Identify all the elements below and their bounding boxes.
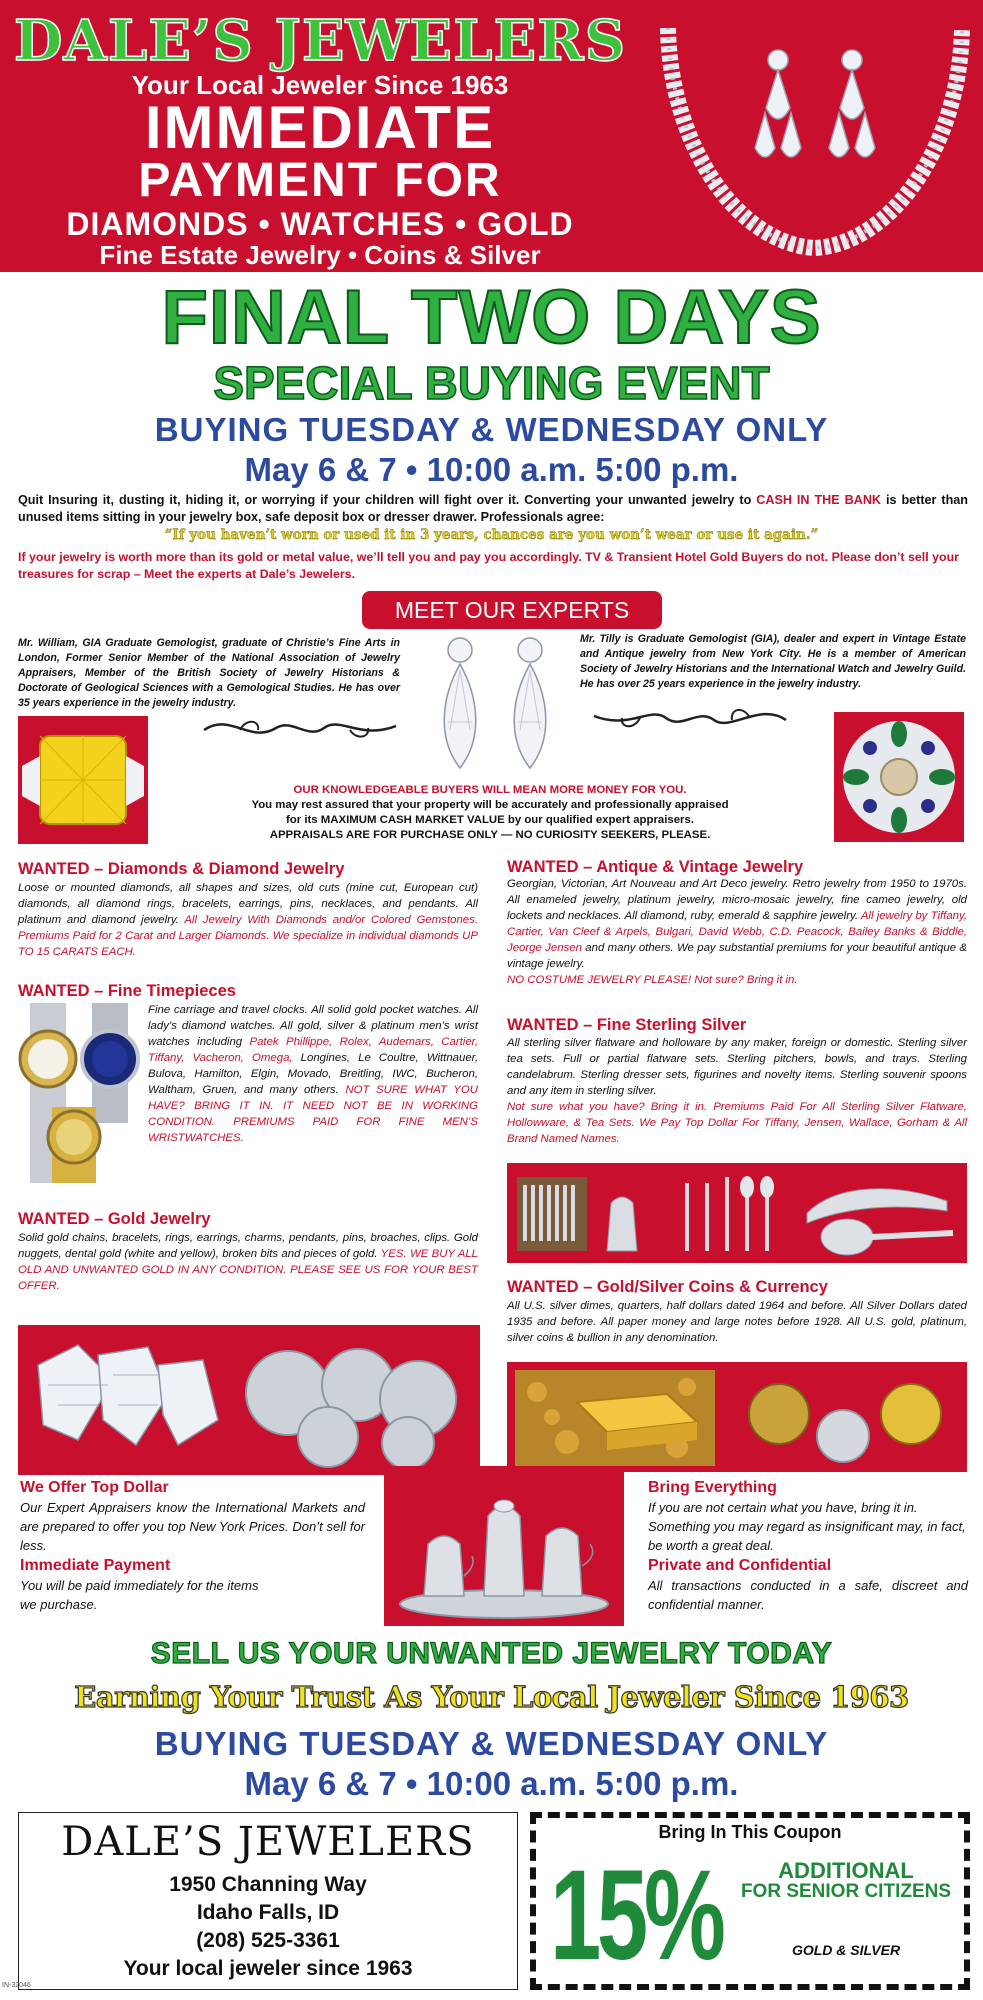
buyers-note-line-3: for its MAXIMUM CASH MARKET VALUE by our qualified expert appraisers.	[285, 814, 694, 826]
expert-bio-right: Mr. Tilly is Graduate Gemologist (GIA), dealer and expert in Vintage Estate and Antique jewelry from New York City. He is a member of American Society of Jewelry Historians and the International Watch and Jewelry Guild. He has over 25 years experience in the jewelry industry.	[580, 633, 966, 690]
event-date: May 6 & 7 • 10:00 a.m. 5:00 p.m.	[244, 451, 739, 488]
sterling-silverware-image	[507, 1163, 967, 1263]
intro-paragraph	[18, 492, 968, 526]
diamond-earrings-image	[420, 630, 570, 780]
wanted-antique-highlight: All jewelry by Tiffany, Cartier, Van Cleef & Arpels, Bulgari, David Webb, C.D. Peacock, Bailey Banks & Biddle, Jeorge Jensen	[507, 910, 968, 954]
closing-sell-us: SELL US YOUR UNWANTED JEWELRY TODAY	[150, 1637, 833, 1670]
wanted-sterling-highlight: Not sure what you have? Bring it in. Premiums Paid For All Sterling Silver Flatware, Hollowware, & Tea Sets. We Pay Top Dollar For Tiffany, Jensen, Wallace, Gorham & All Brand Named Names.	[507, 1101, 967, 1145]
senior-coupon	[530, 1812, 970, 1990]
closing-days: BUYING TUESDAY & WEDNESDAY ONLY	[154, 1725, 829, 1762]
wanted-antique-text-b: and many others. We pay substantial premiums for your beautiful antique & vintage jewelry.	[507, 942, 968, 970]
silver-tea-set-image	[384, 1466, 624, 1626]
store-name: DALE’S JEWELERS	[61, 1819, 475, 1865]
luxury-watches-image	[18, 1003, 144, 1183]
wanted-timepieces-text-b: Longines, Le Coultre, Wittnauer, Bulova, Hamilton, Elgin, Movado, Breitling, IWC, Bucheron, Waltham, Gruen, and many others.	[148, 1052, 478, 1096]
wanted-timepieces-brands: Patek Phillippe, Rolex, Audemars, Cartier, Tiffany, Vacheron, Omega,	[148, 1036, 478, 1064]
wanted-gold-title: WANTED – Gold Jewelry	[18, 1210, 211, 1228]
coupon-percent: 15%	[550, 1844, 722, 1987]
wanted-timepieces-highlight: NOT SURE WHAT YOU HAVE? BRING IT IN. IT NEED NOT BE IN WORKING CONDITION. PREMIUMS PAID FOR FINE MEN’S WRISTWATCHES.	[148, 1084, 478, 1144]
benefit-private-body: All transactions conducted in a safe, discreet and confidential manner.	[648, 1578, 968, 1612]
ornament-swirl-left	[200, 710, 400, 748]
intro-text-b: is better than unused items sitting in your jewelry box, safe deposit box or dresser drawer. Professionals agree:	[18, 493, 969, 524]
wanted-diamonds-highlight: All Jewelry With Diamonds and/or Colored Gemstones. Premiums Paid for 2 Carat and Larger Diamonds. We specialize in individual diamonds UP TO 15 CARATS EACH.	[18, 914, 478, 958]
store-phone: (208) 525-3361	[196, 1929, 340, 1952]
wanted-antique-title: WANTED – Antique & Vintage Jewelry	[507, 858, 804, 876]
wanted-gold-body	[18, 1230, 478, 1294]
store-slogan: Your local jeweler since 1963	[123, 1957, 413, 1980]
gold-bars-and-coins-image	[507, 1362, 967, 1472]
buyers-note-line-4: APPRAISALS ARE FOR PURCHASE ONLY — NO CURIOSITY SEEKERS, PLEASE.	[269, 829, 711, 841]
wanted-diamonds-text: Loose or mounted diamonds, all shapes and sizes, old cuts (mine cut, European cut) diamonds, all diamond rings, bracelets, earrings, pins, necklaces, and pendants. All platinum and diamond jewelry.	[18, 882, 478, 926]
intro-cash-highlight: CASH IN THE BANK	[756, 493, 882, 507]
diamond-necklace-image	[650, 8, 980, 266]
expert-bio-left: Mr. William, GIA Graduate Gemologist, graduate of Christie’s Fine Arts in London, Former Senior Member of the National Association of Jewelry Appraisers, Member of the British Society of Jewelry Historians & Doctorate of Geological Sciences with a Gemological Studies. He has over 35 years experience in the jewelry industry.	[18, 637, 400, 709]
headline-immediate: IMMEDIATE	[144, 94, 496, 161]
wanted-gold-text: Solid gold chains, bracelets, rings, earrings, charms, pendants, pins, broaches, clips. Gold nuggets, dental gold (white and yellow), broken bits and pieces of gold.	[18, 1232, 478, 1260]
diamonds-and-silver-coins-image	[18, 1325, 480, 1475]
benefit-top-dollar-title: We Offer Top Dollar	[20, 1479, 169, 1496]
coupon-heading: Bring In This Coupon	[658, 1822, 842, 1842]
wanted-antique-body	[507, 876, 967, 988]
brand-title: DALE’S JEWELERS	[13, 8, 627, 74]
event-title: FINAL TWO DAYS	[161, 275, 822, 360]
yellow-diamond-ring-image	[18, 716, 148, 844]
intro-quote: “If you haven’t worn or used it in 3 years, chances are you won’t wear or use it again.”	[164, 527, 819, 543]
coupon-additional: ADDITIONAL	[778, 1858, 914, 1883]
meet-experts-banner: MEET OUR EXPERTS	[362, 591, 662, 629]
wanted-timepieces-title: WANTED – Fine Timepieces	[18, 982, 236, 1000]
benefit-immediate-payment-title: Immediate Payment	[20, 1557, 171, 1574]
store-street: 1950 Channing Way	[169, 1873, 367, 1896]
wanted-sterling-title: WANTED – Fine Sterling Silver	[507, 1016, 747, 1034]
buyers-note	[160, 783, 820, 843]
wanted-sterling-text: All sterling silver flatware and holloware by any maker, foreign or domestic. Sterling silver tea sets. Full or partial flatware sets. Sterling pitchers, bowls, and trays. Sterling candelabrum. Sterling dresser sets, figurines and novelty items. Sterling souvenir spoons and any item in sterling silver.	[507, 1037, 967, 1097]
benefit-immediate-payment-body: You will be paid immediately for the items we purchase.	[20, 1578, 259, 1612]
benefit-bring-everything-title: Bring Everything	[648, 1479, 777, 1496]
coupon-senior-citizens: FOR SENIOR CITIZENS	[740, 1881, 952, 1902]
buyers-note-line-2: You may rest assured that your property will be accurately and professionally appraised	[251, 799, 729, 811]
wanted-diamonds-title: WANTED – Diamonds & Diamond Jewelry	[18, 860, 345, 878]
benefit-top-dollar-body: Our Expert Appraisers know the International Markets and are prepared to offer you top New York Prices. Don’t sell for less.	[20, 1500, 365, 1553]
event-subtitle: SPECIAL BUYING EVENT	[213, 357, 770, 409]
headline-categories: DIAMONDS • WATCHES • GOLD	[66, 206, 574, 242]
wanted-diamonds-body	[18, 880, 478, 960]
brand-tagline: Your Local Jeweler Since 1963	[131, 70, 509, 100]
closing-trust: Earning Your Trust As Your Local Jeweler Since 1963	[74, 1680, 909, 1714]
benefit-bring-everything-body: If you are not certain what you have, bring it in. Something you may regard as insignificant may, in fact, be worth a great deal.	[648, 1500, 966, 1553]
ornament-swirl-right	[590, 700, 790, 738]
ad-code: IN-32046	[2, 1982, 31, 1989]
wanted-coins-title: WANTED – Gold/Silver Coins & Currency	[507, 1278, 828, 1296]
wanted-timepieces-body	[148, 1002, 478, 1146]
wanted-gold-highlight: YES. WE BUY ALL OLD AND UNWANTED GOLD IN ANY CONDITION. PLEASE SEE US FOR YOUR BEST OFFER.	[18, 1248, 478, 1292]
intro-text-a: Quit Insuring it, dusting it, hiding it, or worrying if your children will fight over it. Converting your unwanted jewelry to	[18, 493, 757, 507]
wanted-timepieces-text-a: Fine carriage and travel clocks. All solid gold pocket watches. All lady’s diamond watches. All gold, silver & platinum men’s wrist watches including	[148, 1004, 478, 1048]
benefit-private-title: Private and Confidential	[648, 1557, 832, 1574]
event-days: BUYING TUESDAY & WEDNESDAY ONLY	[154, 411, 829, 448]
wanted-coins-body: All U.S. silver dimes, quarters, half dollars dated 1964 and before. All Silver Dollars dated 1935 and before. All paper money and large notes before 1928. All U.S. gold, platinum, silver coins & bullion in any denomination.	[507, 1300, 967, 1344]
store-address-box	[18, 1812, 518, 1990]
closing-date: May 6 & 7 • 10:00 a.m. 5:00 p.m.	[244, 1765, 739, 1802]
headline-subcategories: Fine Estate Jewelry • Coins & Silver	[99, 240, 541, 270]
headline-payment-for: PAYMENT FOR	[138, 154, 502, 207]
vintage-floral-ring-image	[834, 712, 964, 842]
buyers-note-line-1: OUR KNOWLEDGEABLE BUYERS WILL MEAN MORE MONEY FOR YOU.	[293, 784, 687, 796]
intro-notice: If your jewelry is worth more than its gold or metal value, we’ll tell you and pay you accordingly. TV & Transient Hotel Gold Buyers do not. Please don’t sell your treasures for scrap – Meet the experts at Dale’s Jewelers.	[18, 550, 959, 581]
wanted-antique-note: NO COSTUME JEWELRY PLEASE! Not sure? Bring it in.	[507, 974, 798, 986]
wanted-sterling-body	[507, 1035, 967, 1147]
store-city: Idaho Falls, ID	[196, 1901, 340, 1924]
coupon-type: GOLD & SILVER	[791, 1942, 901, 1958]
wanted-antique-text: Georgian, Victorian, Art Nouveau and Art Deco jewelry. Retro jewelry from 1950 to 1970s. All enameled jewelry, platinum jewelry, micro-mosaic jewelry, fine cameo jewelry, old lockets and necklaces. All diamond, ruby, emerald & sapphire jewelry.	[507, 878, 967, 922]
